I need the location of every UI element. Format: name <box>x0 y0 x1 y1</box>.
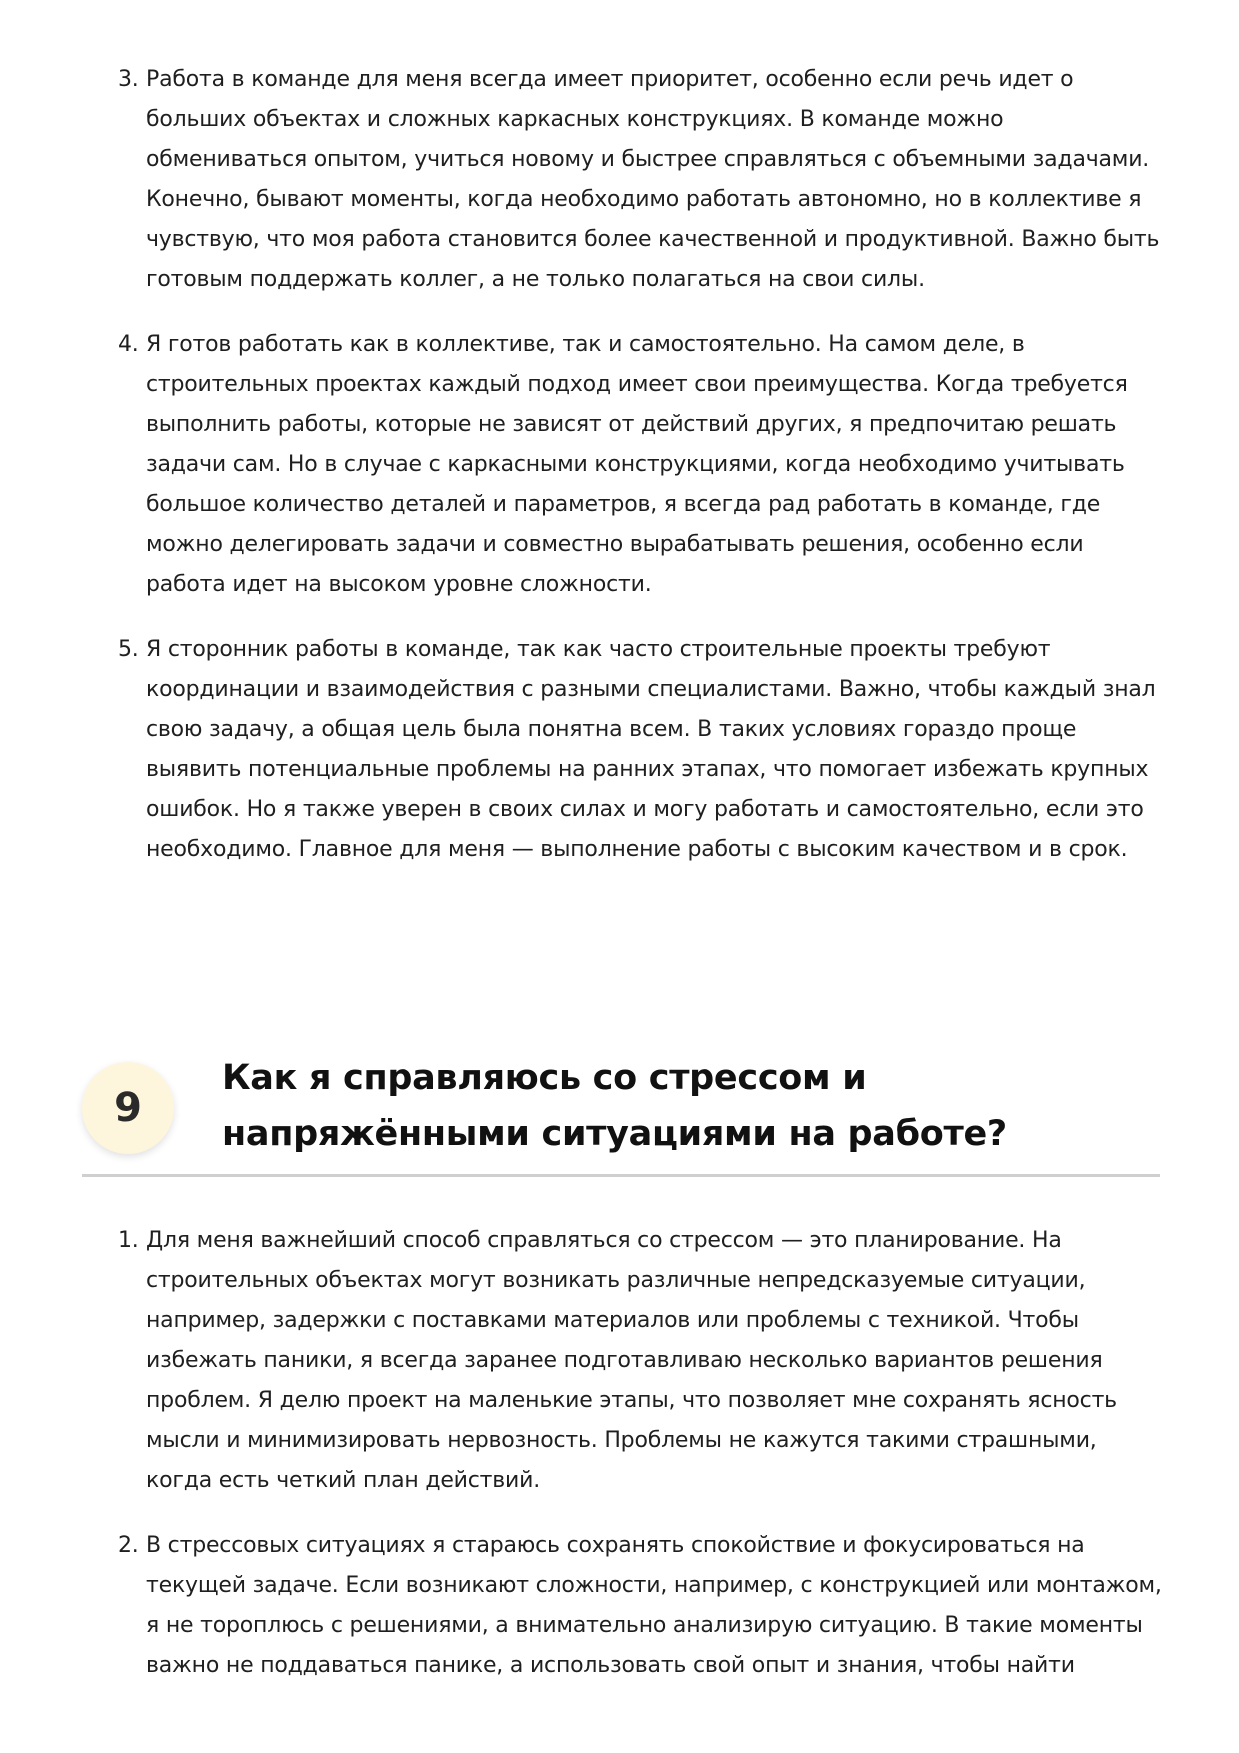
list-item-text: Я сторонник работы в команде, так как часто строительные проекты требуют координации и взаимодействия с разными специалистами. Важно, чтобы каждый знал свою задачу, а общая цель была понятна всем. В таких условиях гораздо проще выявить потенциальные проблемы на ранних этапах, что помогает избежать крупных ошибок. Но я также уверен в своих силах и могу работать и самостоятельно, если это необходимо. Главное для меня — выполнение работы с высоким качеством и в срок. <box>146 637 1156 862</box>
answer-list-section-9 <box>118 1221 1168 1711</box>
answer-list-previous <box>118 60 1168 895</box>
list-item-number: 2. <box>118 1533 139 1558</box>
list-item-text: В стрессовых ситуациях я стараюсь сохранять спокойствие и фокусироваться на текущей задаче. Если возникают сложности, например, с конструкцией или монтажом, я не тороплюсь с решениями, а внимательно анализирую ситуацию. В такие моменты важно не поддаваться панике, а использовать свой опыт и знания, чтобы найти <box>146 1533 1162 1678</box>
list-item-text: Я готов работать как в коллективе, так и самостоятельно. На самом деле, в строительных проектах каждый подход имеет свои преимущества. Когда требуется выполнить работы, которые не зависят от действий других, я предпочитаю решать задачи сам. Но в случае с каркасными конструкциями, когда необходимо учитывать большое количество деталей и параметров, я всегда рад работать в команде, где можно делегировать задачи и совместно вырабатывать решения, особенно если работа идет на высоком уровне сложности. <box>146 332 1128 597</box>
section-number-badge: 9 <box>82 1062 174 1154</box>
list-item <box>118 60 1168 300</box>
list-item-number: 1. <box>118 1228 139 1253</box>
list-item <box>118 630 1168 870</box>
list-item-number: 5. <box>118 637 139 662</box>
list-item-text: Для меня важнейший способ справляться со стрессом — это планирование. На строительных объектах могут возникать различные непредсказуемые ситуации, например, задержки с поставками материалов или проблемы с техникой. Чтобы избежать паники, я всегда заранее подготавливаю несколько вариантов решения проблем. Я делю проект на маленькие этапы, что позволяет мне сохранять ясность мысли и минимизировать нервозность. Проблемы не кажутся такими страшными, когда есть четкий план действий. <box>146 1228 1117 1493</box>
list-item-number: 3. <box>118 67 139 92</box>
section-title: Как я справляюсь со стрессом и напряжёнными ситуациями на работе? <box>222 1058 1007 1154</box>
section-divider <box>82 1174 1160 1177</box>
list-item-text: Работа в команде для меня всегда имеет приоритет, особенно если речь идет о больших объектах и сложных каркасных конструкциях. В команде можно обмениваться опытом, учиться новому и быстрее справляться с объемными задачами. Конечно, бывают моменты, когда необходимо работать автономно, но в коллективе я чувствую, что моя работа становится более качественной и продуктивной. Важно быть готовым поддержать коллег, а не только полагаться на свои силы. <box>146 67 1160 292</box>
list-item <box>118 325 1168 605</box>
list-item <box>118 1526 1168 1686</box>
list-item-number: 4. <box>118 332 139 357</box>
list-item <box>118 1221 1168 1501</box>
